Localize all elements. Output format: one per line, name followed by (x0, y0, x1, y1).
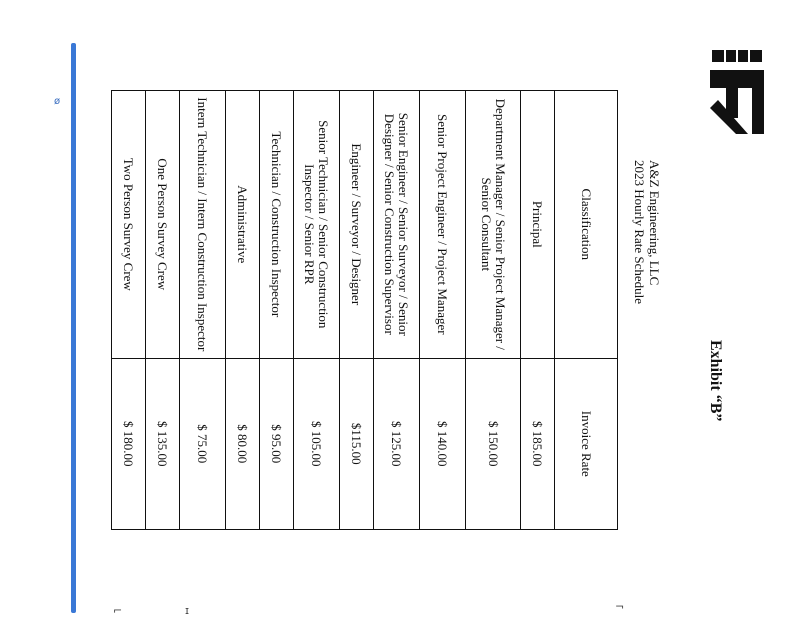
rate-cell: $ 180.00 (112, 358, 146, 529)
schedule-title: 2023 Hourly Rate Schedule (632, 160, 647, 305)
classification-cell: Senior Engineer / Senior Surveyor / Senior Designer / Senior Construction Supervisor (374, 91, 420, 359)
classification-cell: Intern Technician / Intern Construction Inspector (180, 91, 226, 359)
table-row (294, 91, 340, 530)
rate-cell: $ 95.00 (260, 358, 294, 529)
table-row (226, 91, 260, 530)
classification-cell: Engineer / Surveyor / Designer (340, 91, 374, 359)
rate-table (111, 90, 618, 530)
scan-mark: ɪ (185, 604, 190, 617)
rate-cell: $ 185.00 (521, 358, 555, 529)
table-row (112, 91, 146, 530)
classification-cell: Department Manager / Senior Project Manager / Senior Consultant (466, 91, 521, 359)
scan-mark: ⌐ (113, 604, 123, 617)
classification-cell: Principal (521, 91, 555, 359)
table-row (374, 91, 420, 530)
table-row (180, 91, 226, 530)
classification-cell: One Person Survey Crew (146, 91, 180, 359)
rate-cell: $ 125.00 (374, 358, 420, 529)
document-page (100, 40, 780, 580)
table-row (340, 91, 374, 530)
company-logo (702, 48, 772, 138)
table-row (260, 91, 294, 530)
exhibit-label: Exhibit “B” (707, 340, 724, 422)
rotated-content (100, 40, 780, 580)
table-header-row (555, 91, 618, 530)
classification-cell: Two Person Survey Crew (112, 91, 146, 359)
classification-cell: Administrative (226, 91, 260, 359)
rate-cell: $ 135.00 (146, 358, 180, 529)
table-row (146, 91, 180, 530)
rate-cell: $ 105.00 (294, 358, 340, 529)
rate-cell: $ 140.00 (420, 358, 466, 529)
classification-cell: Senior Project Engineer / Project Manager (420, 91, 466, 359)
company-name: A&Z Engineering, LLC (647, 160, 662, 286)
table-row (420, 91, 466, 530)
rate-cell: $ 150.00 (466, 358, 521, 529)
scan-mark: ¬ (615, 600, 625, 613)
margin-rule (71, 43, 76, 613)
company-heading (632, 160, 662, 304)
classification-cell: Senior Technician / Senior Construction Inspector / Senior RPR (294, 91, 340, 359)
rate-cell: $ 80.00 (226, 358, 260, 529)
rate-cell: $115.00 (340, 358, 374, 529)
classification-header: Classification (555, 91, 618, 359)
classification-cell: Technician / Construction Inspector (260, 91, 294, 359)
rate-cell: $ 75.00 (180, 358, 226, 529)
table-row (521, 91, 555, 530)
margin-speck: ø (54, 96, 61, 107)
invoice-rate-header: Invoice Rate (555, 358, 618, 529)
table-row (466, 91, 521, 530)
